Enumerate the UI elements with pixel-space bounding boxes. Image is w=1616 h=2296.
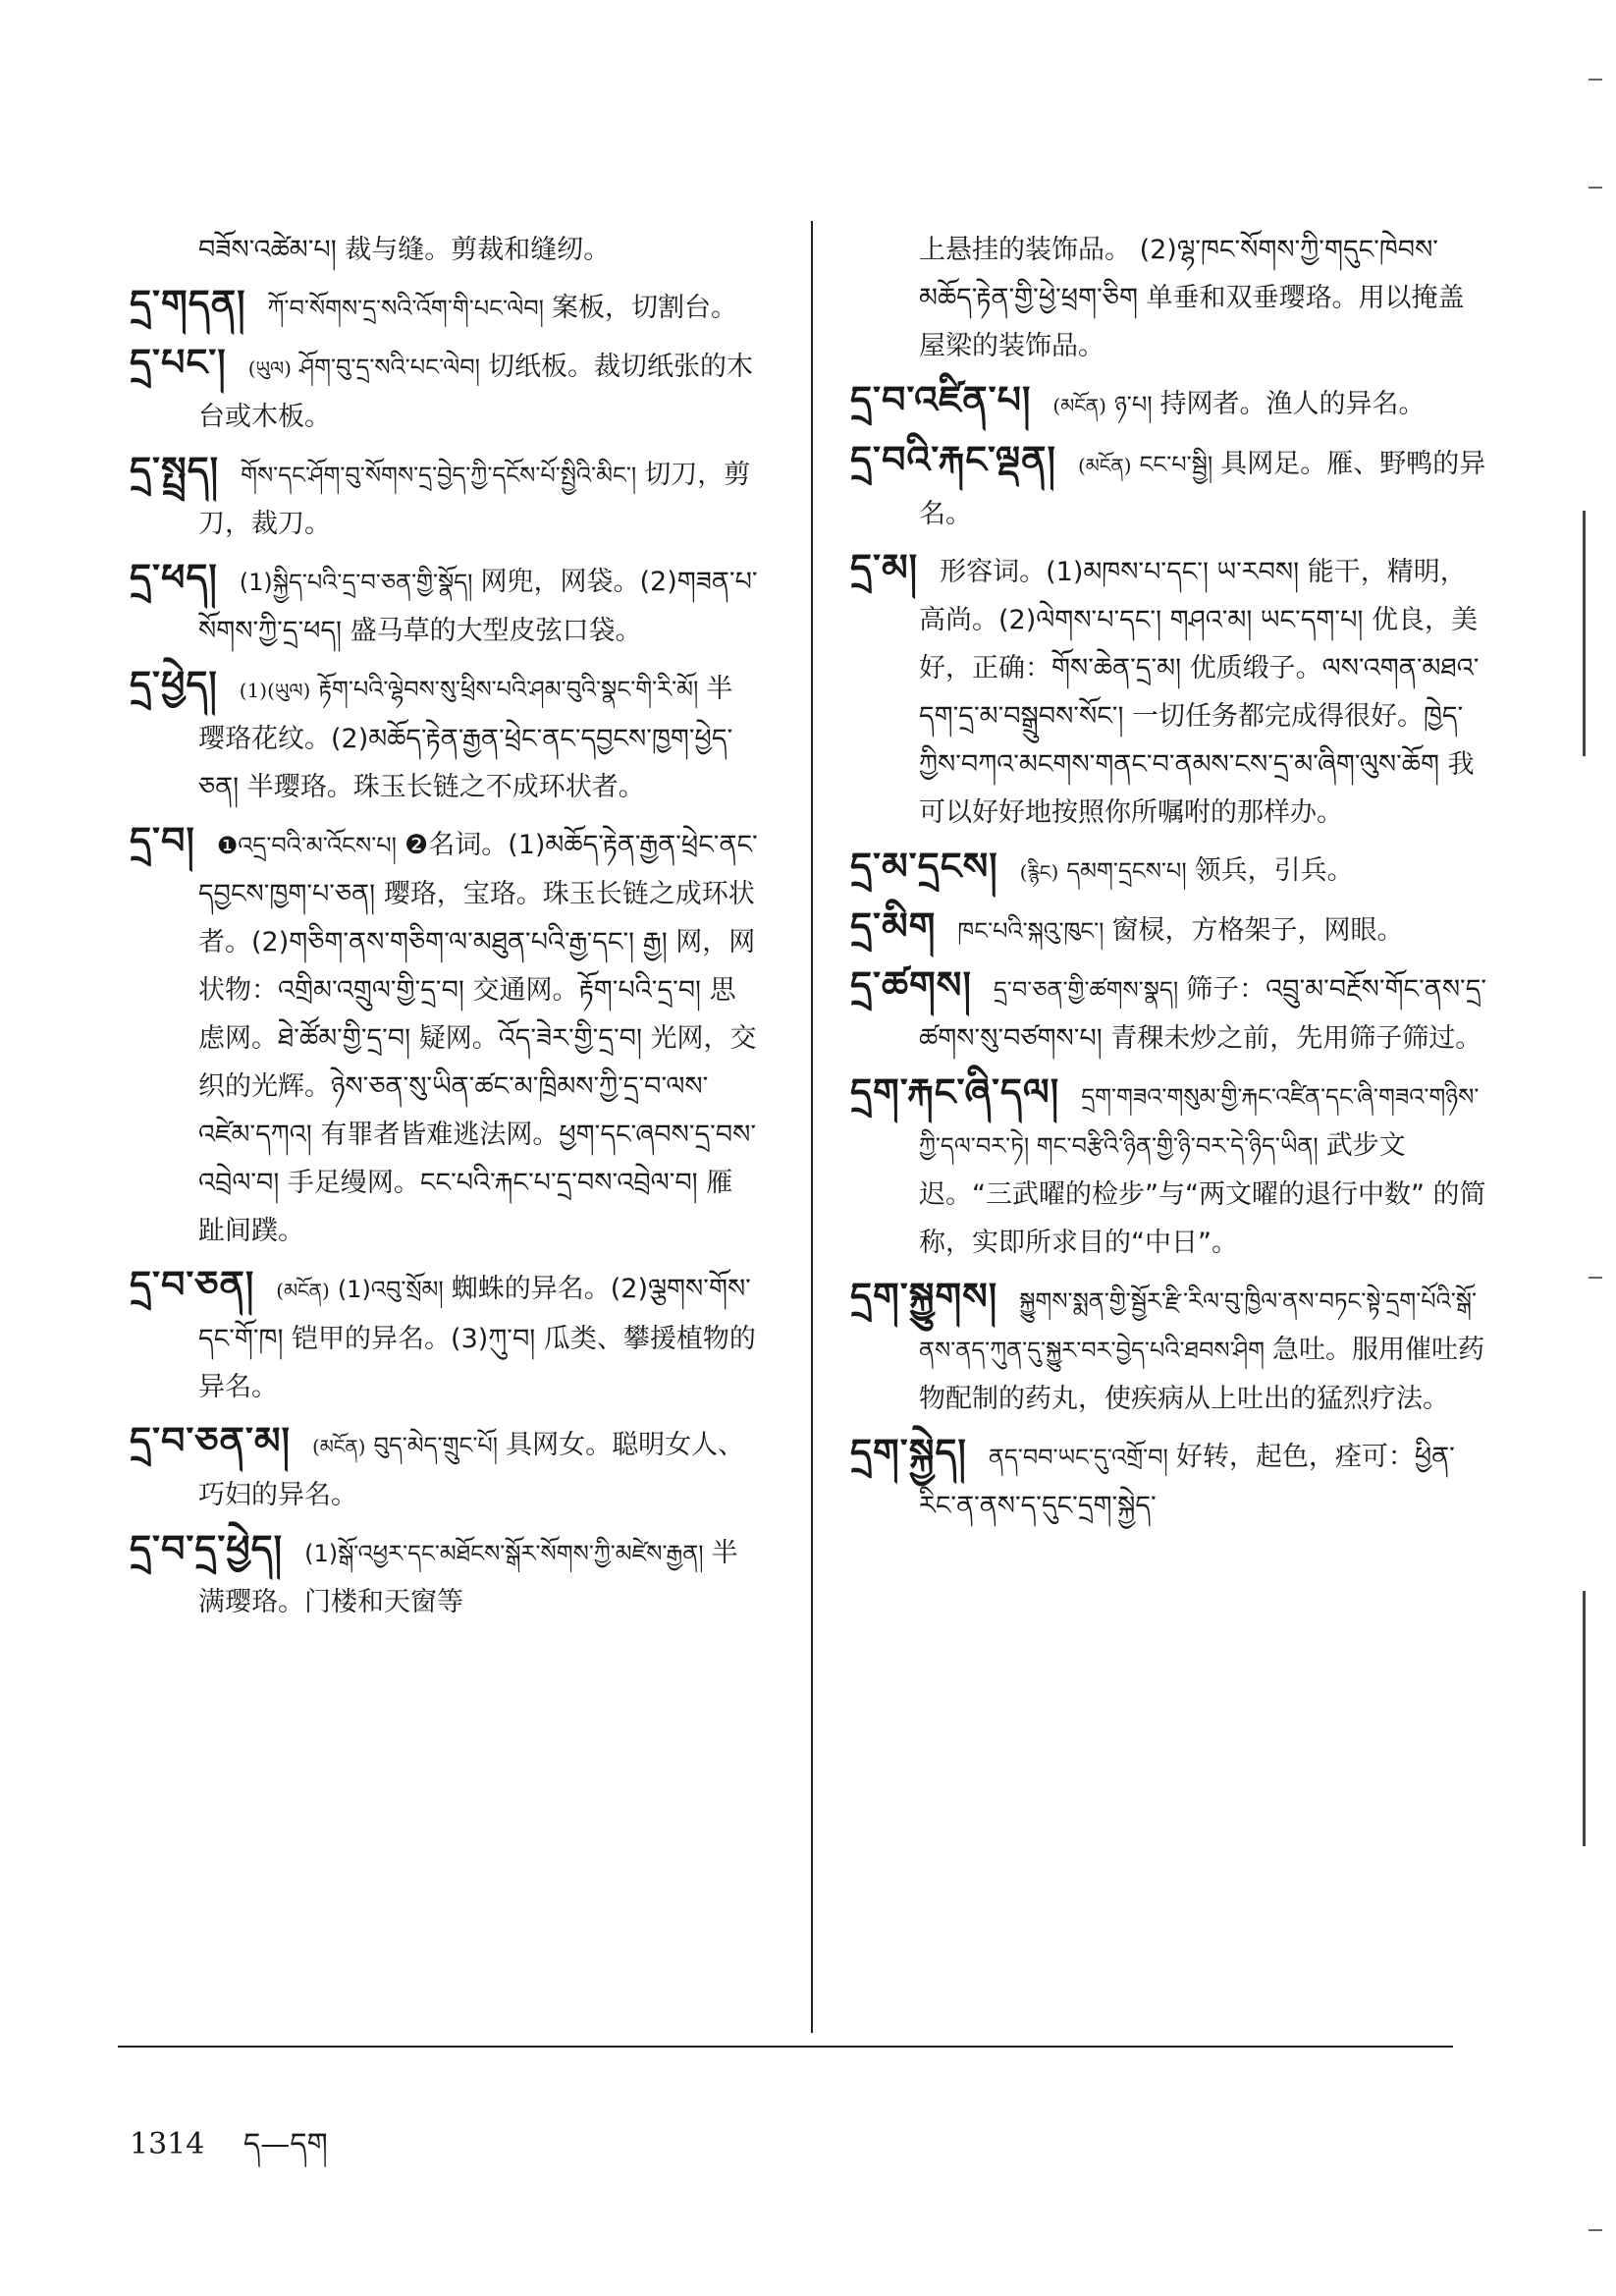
entry-tibetan-definition: གོས་དང་ཤོག་བུ་སོགས་དྲ་བྱེད་ཀྱི་དངོས་པོ་སྤྱིའི་མིང་། [241,462,637,489]
entry-headword: དྲ་བ་ཅན་མ། [130,1419,291,1462]
entry-abbreviation: (མངོན) [311,1435,366,1458]
dictionary-entry [130,661,758,811]
scan-edge-mark [1589,187,1602,189]
dictionary-entry [130,817,758,1255]
entry-abbreviation: (རྙིང) [1019,860,1059,884]
left-column [130,226,758,1632]
entry-tibetan-definition: (1)སྐྱིད་པའི་དྲ་བ་ཅན་གྱི་སྣོད། [239,569,473,596]
entry-chinese-definition: 持网者。渔人的异名。 [1159,389,1426,419]
entry-chinese-definition: 切刀，剪刀，裁刀。 [198,460,751,539]
entry-abbreviation: (མངོན) [276,1279,330,1302]
entry-tibetan-definition: དྲ་བ་ཅན་གྱི་ཚགས་སྣད། [993,976,1179,1004]
entry-headword: དྲ་གདན། [130,282,246,325]
entry-headword: དྲ་ཚགས། [850,963,972,1007]
entry-chinese-definition: 武步文迟。“三武曜的检步”与“两文曜的退行中数” 的简称，实即所求目的“中日”。 [919,1130,1486,1258]
dictionary-entry [130,447,758,548]
dictionary-entry [850,902,1488,956]
entry-tibetan-definition: ཀོ་བ་སོགས་དྲ་སའི་འོག་གི་པང་ལེབ། [267,295,545,322]
entry-chinese-definition: 急吐。服用催吐药物配制的药丸，使疾病从上吐出的猛烈疗法。 [919,1335,1485,1414]
footer-rule [118,2046,1453,2048]
entry-abbreviation: (1)(ཡུལ) [239,679,311,702]
entry-chinese-definition: 半璎珞花纹。(2)མཆོད་རྟེན་རྒྱན་ཕྲེང་ནང་དབྱངས་ཁྱག་ཕྱེད་ཅན། 半璎珞。珠玉长链之不成环状者。 [198,674,733,802]
entry-chinese-definition: 切纸板。裁切纸张的木台或木板。 [198,352,753,432]
scan-edge-mark [1589,2229,1602,2231]
entry-chinese-definition: 网兜，网袋。(2)གཟན་པ་སོགས་ཀྱི་དྲ་ཕད། 盛马草的大型皮弦口袋。 [198,567,758,646]
entry-abbreviation: (ཡུལ) [247,356,292,380]
page-range: ད—དག [242,2127,328,2161]
scan-edge-mark [1583,511,1586,756]
entry-chinese-definition: 窗棂，方格架子，网眼。 [1111,915,1404,946]
entry-chinese-definition: 具网女。聪明女人、巧妇的异名。 [198,1430,745,1510]
entry-headword: དྲ་བ་དྲ་ཕྱེད། [130,1527,284,1570]
right-column [850,226,1488,1536]
entry-tibetan-definition: ཉ་པ། [1113,391,1153,418]
entry-tibetan-definition: ནད་བབ་ཡང་དུ་འགྲོ་བ། [988,1444,1168,1471]
scan-edge-mark [1583,1591,1586,1846]
entry-abbreviation: (མངོན) [1077,454,1132,477]
entry-headword: དྲག་རྐང་ཞི་དལ། [850,1070,1060,1114]
dictionary-entry [850,436,1488,538]
entry-chinese-definition: 领兵，引兵。 [1194,855,1354,886]
entry-headword: དྲ་མ། [850,546,919,589]
dictionary-entry [130,554,758,655]
dictionary-entry [850,544,1488,837]
entry-headword: དྲ་ཕད། [130,556,218,599]
entry-chinese-definition: 案板，切割台。 [552,293,738,323]
dictionary-entry [130,1261,758,1411]
entry-tibetan-definition: དམག་དྲངས་པ། [1066,857,1187,885]
dictionary-entry [130,280,758,333]
entry-chinese-definition: 筛子：འབྲུ་མ་བརྔོས་གོང་ནས་དྲ་ཚགས་སུ་བཙགས་པ། 青稞未炒之前，先用筛子筛过。 [919,974,1487,1054]
dictionary-entry [850,1429,1488,1530]
entry-chinese-definition: 具网足。雁、野鸭的异名。 [919,449,1486,529]
entry-headword: དྲ་སྤྲད། [130,449,220,492]
page-footer [130,2111,357,2194]
entry-continuation [130,226,758,274]
entry-tibetan-definition: དྲག་གཟའ་གསུམ་གྱི་རྐང་འཛིན་དང་ཞི་གཟའ་གཉིས་ཀྱི་དལ་བར་ཏེ། གང་བརྩིའི་ཉིན་གྱི་ཉི་བར་དེ་ཉིད་ཡིན། [919,1083,1480,1160]
dictionary-entry [850,376,1488,430]
scan-edge-mark [1589,79,1602,81]
entry-tibetan-definition: སྐྱུགས་སྨན་གྱི་སྦྱོར་རྫི་རིལ་བུ་ཁྱིལ་ནས་བཏང་སྟེ་དྲག་པོའི་སྒོ་ནས་ནད་ཀུན་དུ་སྐྱུར་བར་བྱེད་པའི་ཐབས་ཤིག [919,1287,1478,1364]
entry-text: བཟོས་འཚེམ་པ། 裁与缝。剪裁和缝纫。 [198,235,611,265]
dictionary-entry [130,1525,758,1626]
entry-tibetan-definition: རྟོག་པའི་ལྷེབས་སུ་ཕྲིས་པའི་ཤམ་བུའི་སྣང་གི་རི་མོ། [318,676,699,703]
entry-headword: དྲ་པང་། [130,341,227,384]
entry-headword: དྲ་བ། [130,819,195,862]
entry-headword: དྲག་སྐྱེད། [850,1431,967,1474]
entry-tibetan-definition: (1)སྒོ་འཕྱར་དང་མཐོངས་སྒོར་སོགས་ཀྱི་མཛེས་རྒྱན། [304,1540,704,1567]
column-divider [811,221,813,2033]
dictionary-entry [850,961,1488,1063]
entry-tibetan-definition: བུད་མེད་གྲུང་པོ། [373,1432,499,1459]
entry-chinese-definition: ❷名词。(1)མཆོད་རྟེན་རྒྱན་ཕྲེང་ནང་དབྱངས་ཁྱག་པ་ཅན། 璎珞，宝珞。珠玉长链之成环状者。(2)གཅིག་ནས་གཅིག་ལ་མཐུན་པའི་རྒྱ་དང་། རྒྱ། 网，网状物：འགྲིམ་འགྲུལ་གྱི་དྲ་བ། 交通网。རྟོག་པའི་དྲ་བ། 思虑网。ཐེ་ཚོམ་གྱི་དྲ་བ། 疑网。འོད་ཟེར་གྱི་དྲ་བ། 光网，交织的光辉。ཉེས་ཅན་སུ་ཡིན་ཚང་མ་ཁྲིམས་ཀྱི་དྲ་བ་ལས་འཛེམ་དཀའ། 有罪者皆难逃法网。ཕྱག་དང་ཞབས་དྲ་བས་འབྲེལ་བ། 手足缦网。ངང་པའི་རྐང་པ་དྲ་བས་འབྲེལ་བ། 雁趾间蹼。 [198,830,758,1246]
entry-tibetan-definition: ❶འདྲ་བའི་མ་འོངས་པ། [216,832,397,859]
entry-headword: དྲག་སྐྱུགས། [850,1275,998,1318]
entry-headword: དྲ་བ་ཅན། [130,1263,255,1306]
entry-headword: དྲ་མ་དྲངས། [850,845,998,888]
entry-chinese-definition: 半满璎珞。门楼和天窗等 [198,1538,738,1617]
entry-text: 上悬挂的装饰品。 (2)ལྷ་ཁང་སོགས་ཀྱི་གདུང་ཁེབས་མཆོད་རྟེན་གྱི་ཕྱེ་ཕྲག་ཅིག 单垂和双垂璎珞。用以掩盖屋梁的装饰品。 [919,235,1465,361]
entry-continuation [850,226,1488,370]
entry-chinese-definition: 蜘蛛的异名。(2)ལྕགས་གོས་དང་གོ་ཁ། 铠甲的异名。(3)ཀུ་བ། 瓜类、攀援植物的异名。 [198,1274,756,1402]
dictionary-entry [850,1273,1488,1423]
page-number: 1314 [130,2127,205,2161]
dictionary-entry [130,1417,758,1519]
entry-abbreviation: (མངོན) [1052,394,1106,417]
entry-tibetan-definition: ཤོག་བུ་དྲ་སའི་པང་ལེབ། [298,354,480,381]
entry-tibetan-definition: (1)འབུ་སྲོམ། [337,1276,444,1303]
entry-tibetan-definition: ཁང་པའི་སྐའུ་ཁུང་། [957,917,1104,945]
dictionary-entry [850,843,1488,897]
entry-headword: དྲ་མིག [850,904,937,948]
dictionary-entry [850,1068,1488,1267]
dictionary-entry [130,339,758,441]
scan-edge-mark [1589,1277,1602,1279]
entry-chinese-definition: 好转，起色，痊可：ཕྱིན་རིང་ན་ནས་ད་དུང་དྲག་སྐྱེད་ [919,1442,1455,1521]
entry-tibetan-definition: ངང་པ་སྦྱི། [1139,451,1213,478]
entry-headword: དྲ་ཕྱེད། [130,663,218,706]
entry-headword: དྲ་བའི་རྐང་ལྡན། [850,438,1056,481]
entry-chinese-definition: 形容词。(1)མཁས་པ་དང་། ཡ་རབས། 能干，精明，高尚。(2)ལེགས་པ་དང་། གཤའ་མ། ཡང་དག་པ། 优良，美好，正确：གོས་ཆེན་དྲ་མ། 优质缎子。ལས་འགན་མཐའ་དག་དྲ་མ་བསྒྲུབས་སོང་། 一切任务都完成得很好。ཁྱེད་ཀྱིས་བཀའ་མངགས་གནང་བ་ནམས་ངས་དྲ་མ་ཞིག་ལུས་ཆོག 我可以好好地按照你所嘱咐的那样办。 [919,557,1480,828]
entry-headword: དྲ་བ་འཛིན་པ། [850,378,1032,421]
